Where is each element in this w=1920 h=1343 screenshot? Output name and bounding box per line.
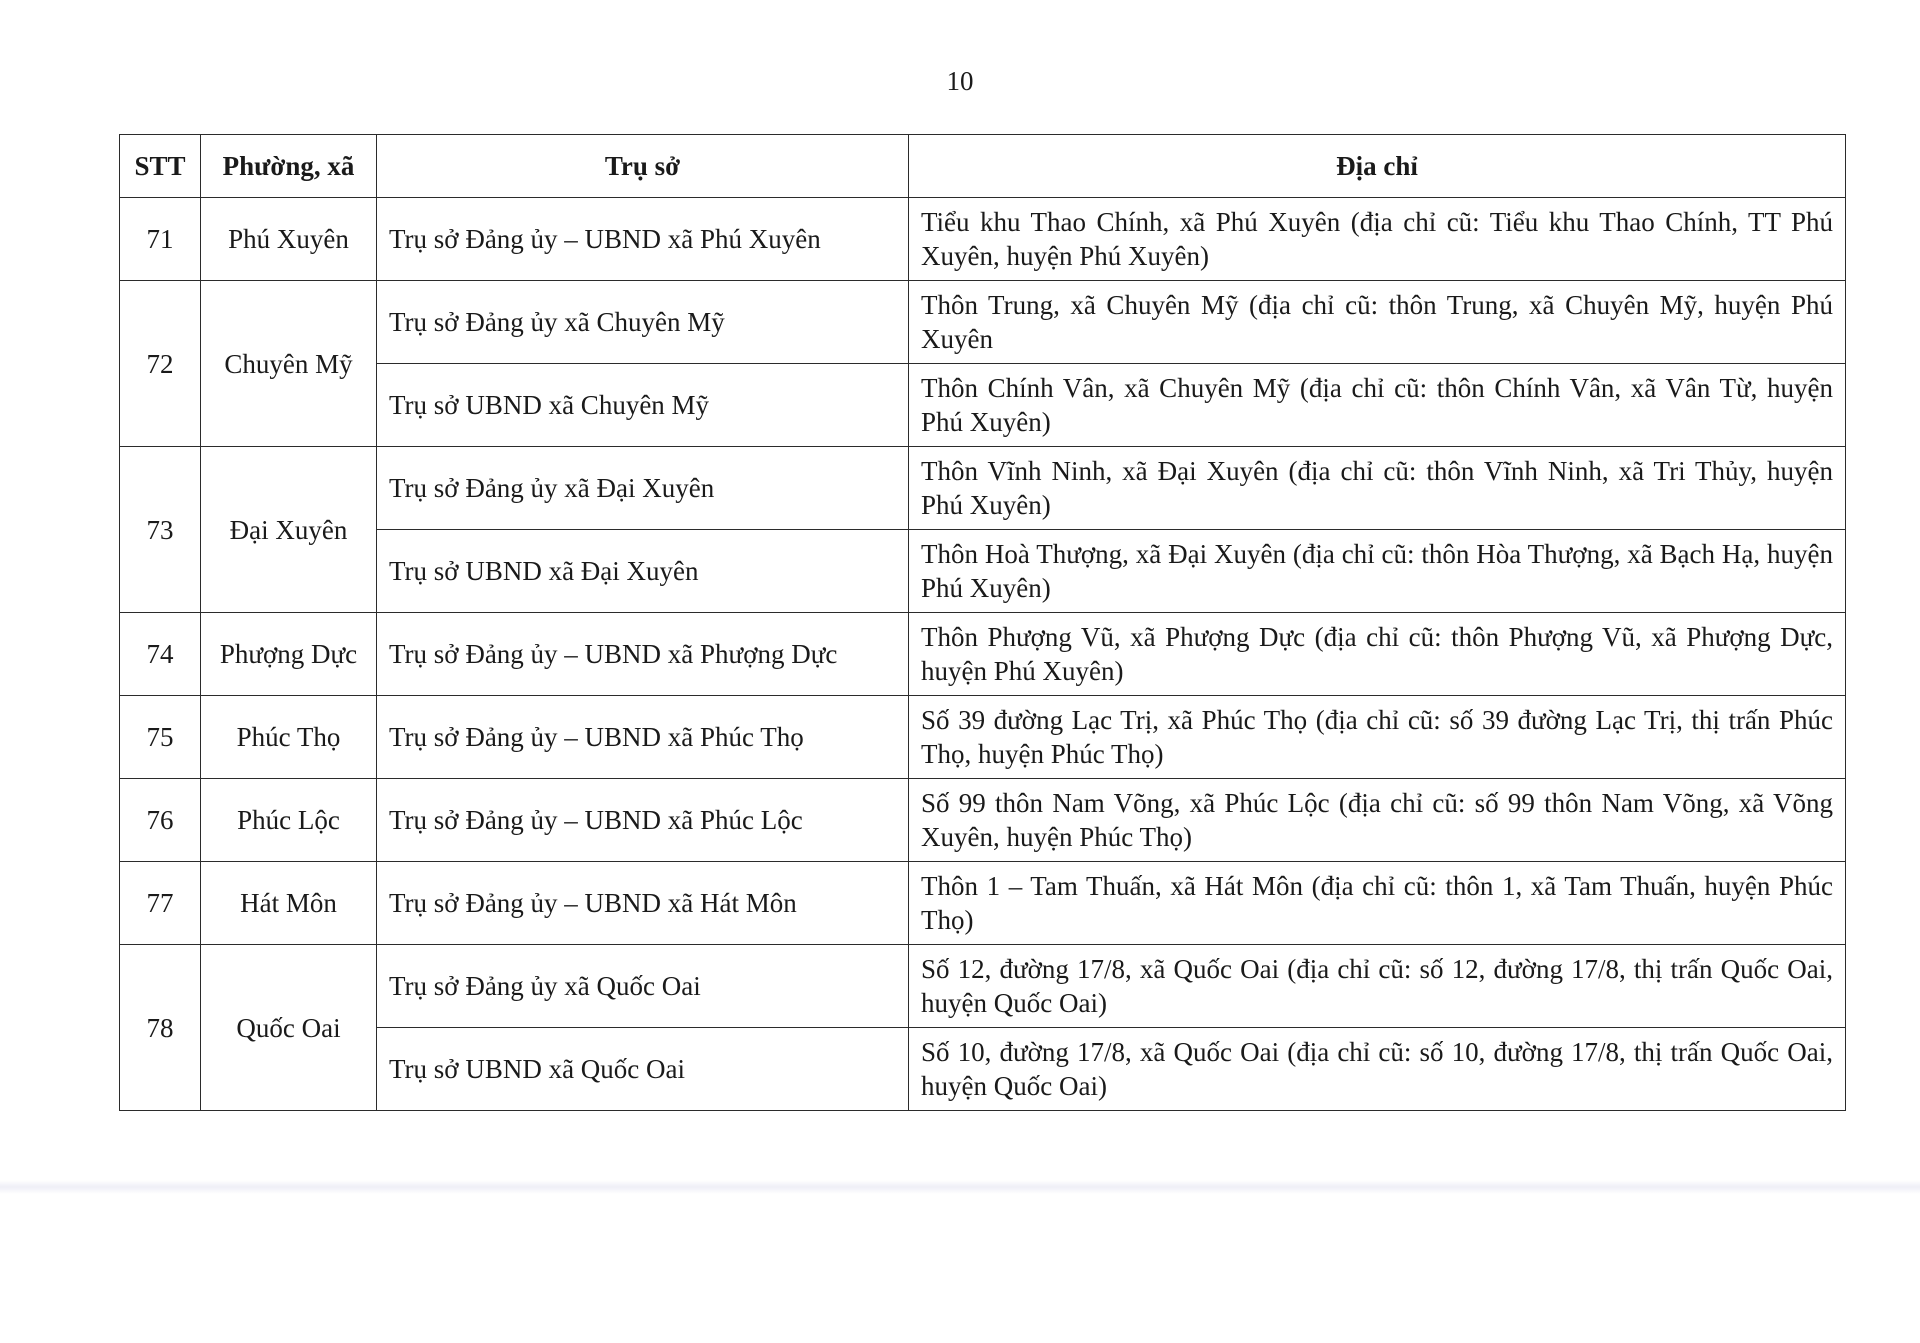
row-stt: 77 <box>120 862 201 945</box>
header-office: Trụ sở <box>377 135 909 198</box>
table-row <box>120 696 1846 779</box>
row-address: Thôn Phượng Vũ, xã Phượng Dực (địa chỉ cũ: thôn Phượng Vũ, xã Phượng Dực, huyện Phú Xuyên) <box>909 613 1846 696</box>
row-office: Trụ sở Đảng ủy – UBND xã Phượng Dực <box>377 613 909 696</box>
row-ward: Đại Xuyên <box>201 447 377 613</box>
row-stt: 73 <box>120 447 201 613</box>
row-office: Trụ sở UBND xã Chuyên Mỹ <box>377 364 909 447</box>
row-address: Thôn Chính Vân, xã Chuyên Mỹ (địa chỉ cũ: thôn Chính Vân, xã Vân Từ, huyện Phú Xuyên) <box>909 364 1846 447</box>
table-row <box>120 945 1846 1028</box>
row-office: Trụ sở Đảng ủy xã Chuyên Mỹ <box>377 281 909 364</box>
row-address: Tiểu khu Thao Chính, xã Phú Xuyên (địa chỉ cũ: Tiểu khu Thao Chính, TT Phú Xuyên, huyện Phú Xuyên) <box>909 198 1846 281</box>
office-address-table <box>119 134 1846 1111</box>
row-office: Trụ sở Đảng ủy – UBND xã Hát Môn <box>377 862 909 945</box>
row-stt: 74 <box>120 613 201 696</box>
row-address: Số 99 thôn Nam Võng, xã Phúc Lộc (địa chỉ cũ: số 99 thôn Nam Võng, xã Võng Xuyên, huyện Phúc Thọ) <box>909 779 1846 862</box>
row-office: Trụ sở Đảng ủy xã Đại Xuyên <box>377 447 909 530</box>
row-office: Trụ sở Đảng ủy – UBND xã Phúc Lộc <box>377 779 909 862</box>
row-office: Trụ sở UBND xã Quốc Oai <box>377 1028 909 1111</box>
row-ward: Phúc Lộc <box>201 779 377 862</box>
table-header-row <box>120 135 1846 198</box>
row-ward: Phú Xuyên <box>201 198 377 281</box>
header-stt: STT <box>120 135 201 198</box>
table-row <box>120 281 1846 364</box>
row-address: Thôn 1 – Tam Thuấn, xã Hát Môn (địa chỉ cũ: thôn 1, xã Tam Thuấn, huyện Phúc Thọ) <box>909 862 1846 945</box>
table-row <box>120 779 1846 862</box>
row-office: Trụ sở UBND xã Đại Xuyên <box>377 530 909 613</box>
row-stt: 76 <box>120 779 201 862</box>
header-address: Địa chỉ <box>909 135 1846 198</box>
page-number: 10 <box>946 66 974 96</box>
row-ward: Quốc Oai <box>201 945 377 1111</box>
row-address: Thôn Hoà Thượng, xã Đại Xuyên (địa chỉ cũ: thôn Hòa Thượng, xã Bạch Hạ, huyện Phú Xuyên) <box>909 530 1846 613</box>
scan-shadow <box>0 1180 1920 1194</box>
table-row <box>120 198 1846 281</box>
row-ward: Hát Môn <box>201 862 377 945</box>
row-ward: Chuyên Mỹ <box>201 281 377 447</box>
row-address: Số 39 đường Lạc Trị, xã Phúc Thọ (địa chỉ cũ: số 39 đường Lạc Trị, thị trấn Phúc Thọ, huyện Phúc Thọ) <box>909 696 1846 779</box>
row-ward: Phượng Dực <box>201 613 377 696</box>
row-address: Số 12, đường 17/8, xã Quốc Oai (địa chỉ cũ: số 12, đường 17/8, thị trấn Quốc Oai, huyện Quốc Oai) <box>909 945 1846 1028</box>
row-ward: Phúc Thọ <box>201 696 377 779</box>
table-row <box>120 862 1846 945</box>
row-stt: 75 <box>120 696 201 779</box>
table-row <box>120 364 1846 447</box>
table-row <box>120 447 1846 530</box>
row-address: Thôn Vĩnh Ninh, xã Đại Xuyên (địa chỉ cũ: thôn Vĩnh Ninh, xã Tri Thủy, huyện Phú Xuyên) <box>909 447 1846 530</box>
row-address: Số 10, đường 17/8, xã Quốc Oai (địa chỉ cũ: số 10, đường 17/8, thị trấn Quốc Oai, huyện Quốc Oai) <box>909 1028 1846 1111</box>
table-row <box>120 1028 1846 1111</box>
row-office: Trụ sở Đảng ủy – UBND xã Phú Xuyên <box>377 198 909 281</box>
row-stt: 78 <box>120 945 201 1111</box>
table-row <box>120 530 1846 613</box>
row-stt: 72 <box>120 281 201 447</box>
header-ward: Phường, xã <box>201 135 377 198</box>
row-office: Trụ sở Đảng ủy – UBND xã Phúc Thọ <box>377 696 909 779</box>
row-office: Trụ sở Đảng ủy xã Quốc Oai <box>377 945 909 1028</box>
row-address: Thôn Trung, xã Chuyên Mỹ (địa chỉ cũ: thôn Trung, xã Chuyên Mỹ, huyện Phú Xuyên <box>909 281 1846 364</box>
table-row <box>120 613 1846 696</box>
row-stt: 71 <box>120 198 201 281</box>
